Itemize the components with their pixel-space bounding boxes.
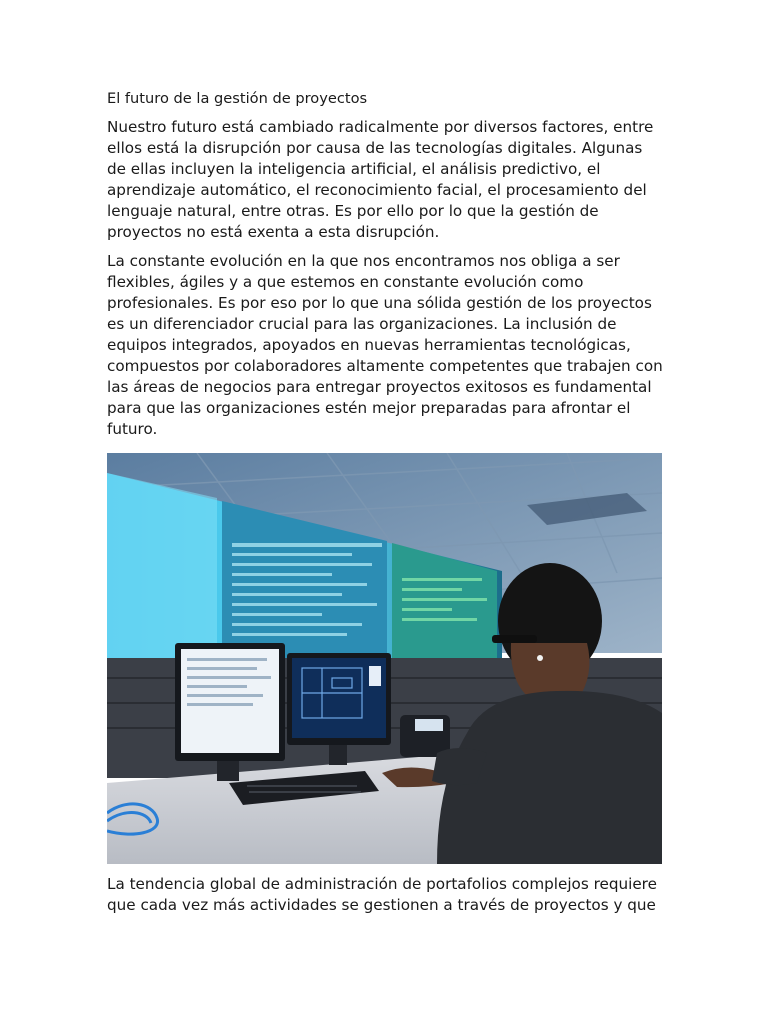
control-room-photo — [107, 453, 662, 864]
document-page — [107, 88, 663, 924]
document-title: El futuro de la gestión de proyectos — [107, 90, 368, 107]
paragraph-2: La constante evolución en la que nos encontramos nos obliga a ser flexibles, ágiles y a que estemos en constante evolución como profesionales. Es por eso por lo que una sólida gestión de los proyectos es un diferenciador crucial para las organizaciones. La inclusión de equipos integrados, apoyados en nuevas herramientas tecnológicas, compuestos por colaboradores altamente competentes que trabajen con las áreas de negocios para entregar proyectos exitosos es fundamental para que las organizaciones estén mejor preparadas para afrontar el futuro. — [107, 252, 663, 438]
paragraph-1: Nuestro futuro está cambiado radicalmente por diversos factores, entre ellos está la disrupción por causa de las tecnologías digitales. Algunas de ellas incluyen la inteligencia artificial, el análisis predictivo, el aprendizaje automático, el reconocimiento facial, el procesamiento del lenguaje natural, entre otras. Es por ello por lo que la gestión de proyectos no está exenta a esta disrupción. — [107, 118, 654, 241]
paragraph-3: La tendencia global de administración de portafolios complejos requiere que cada vez más actividades se gestionen a través de proyectos y que — [107, 874, 657, 914]
